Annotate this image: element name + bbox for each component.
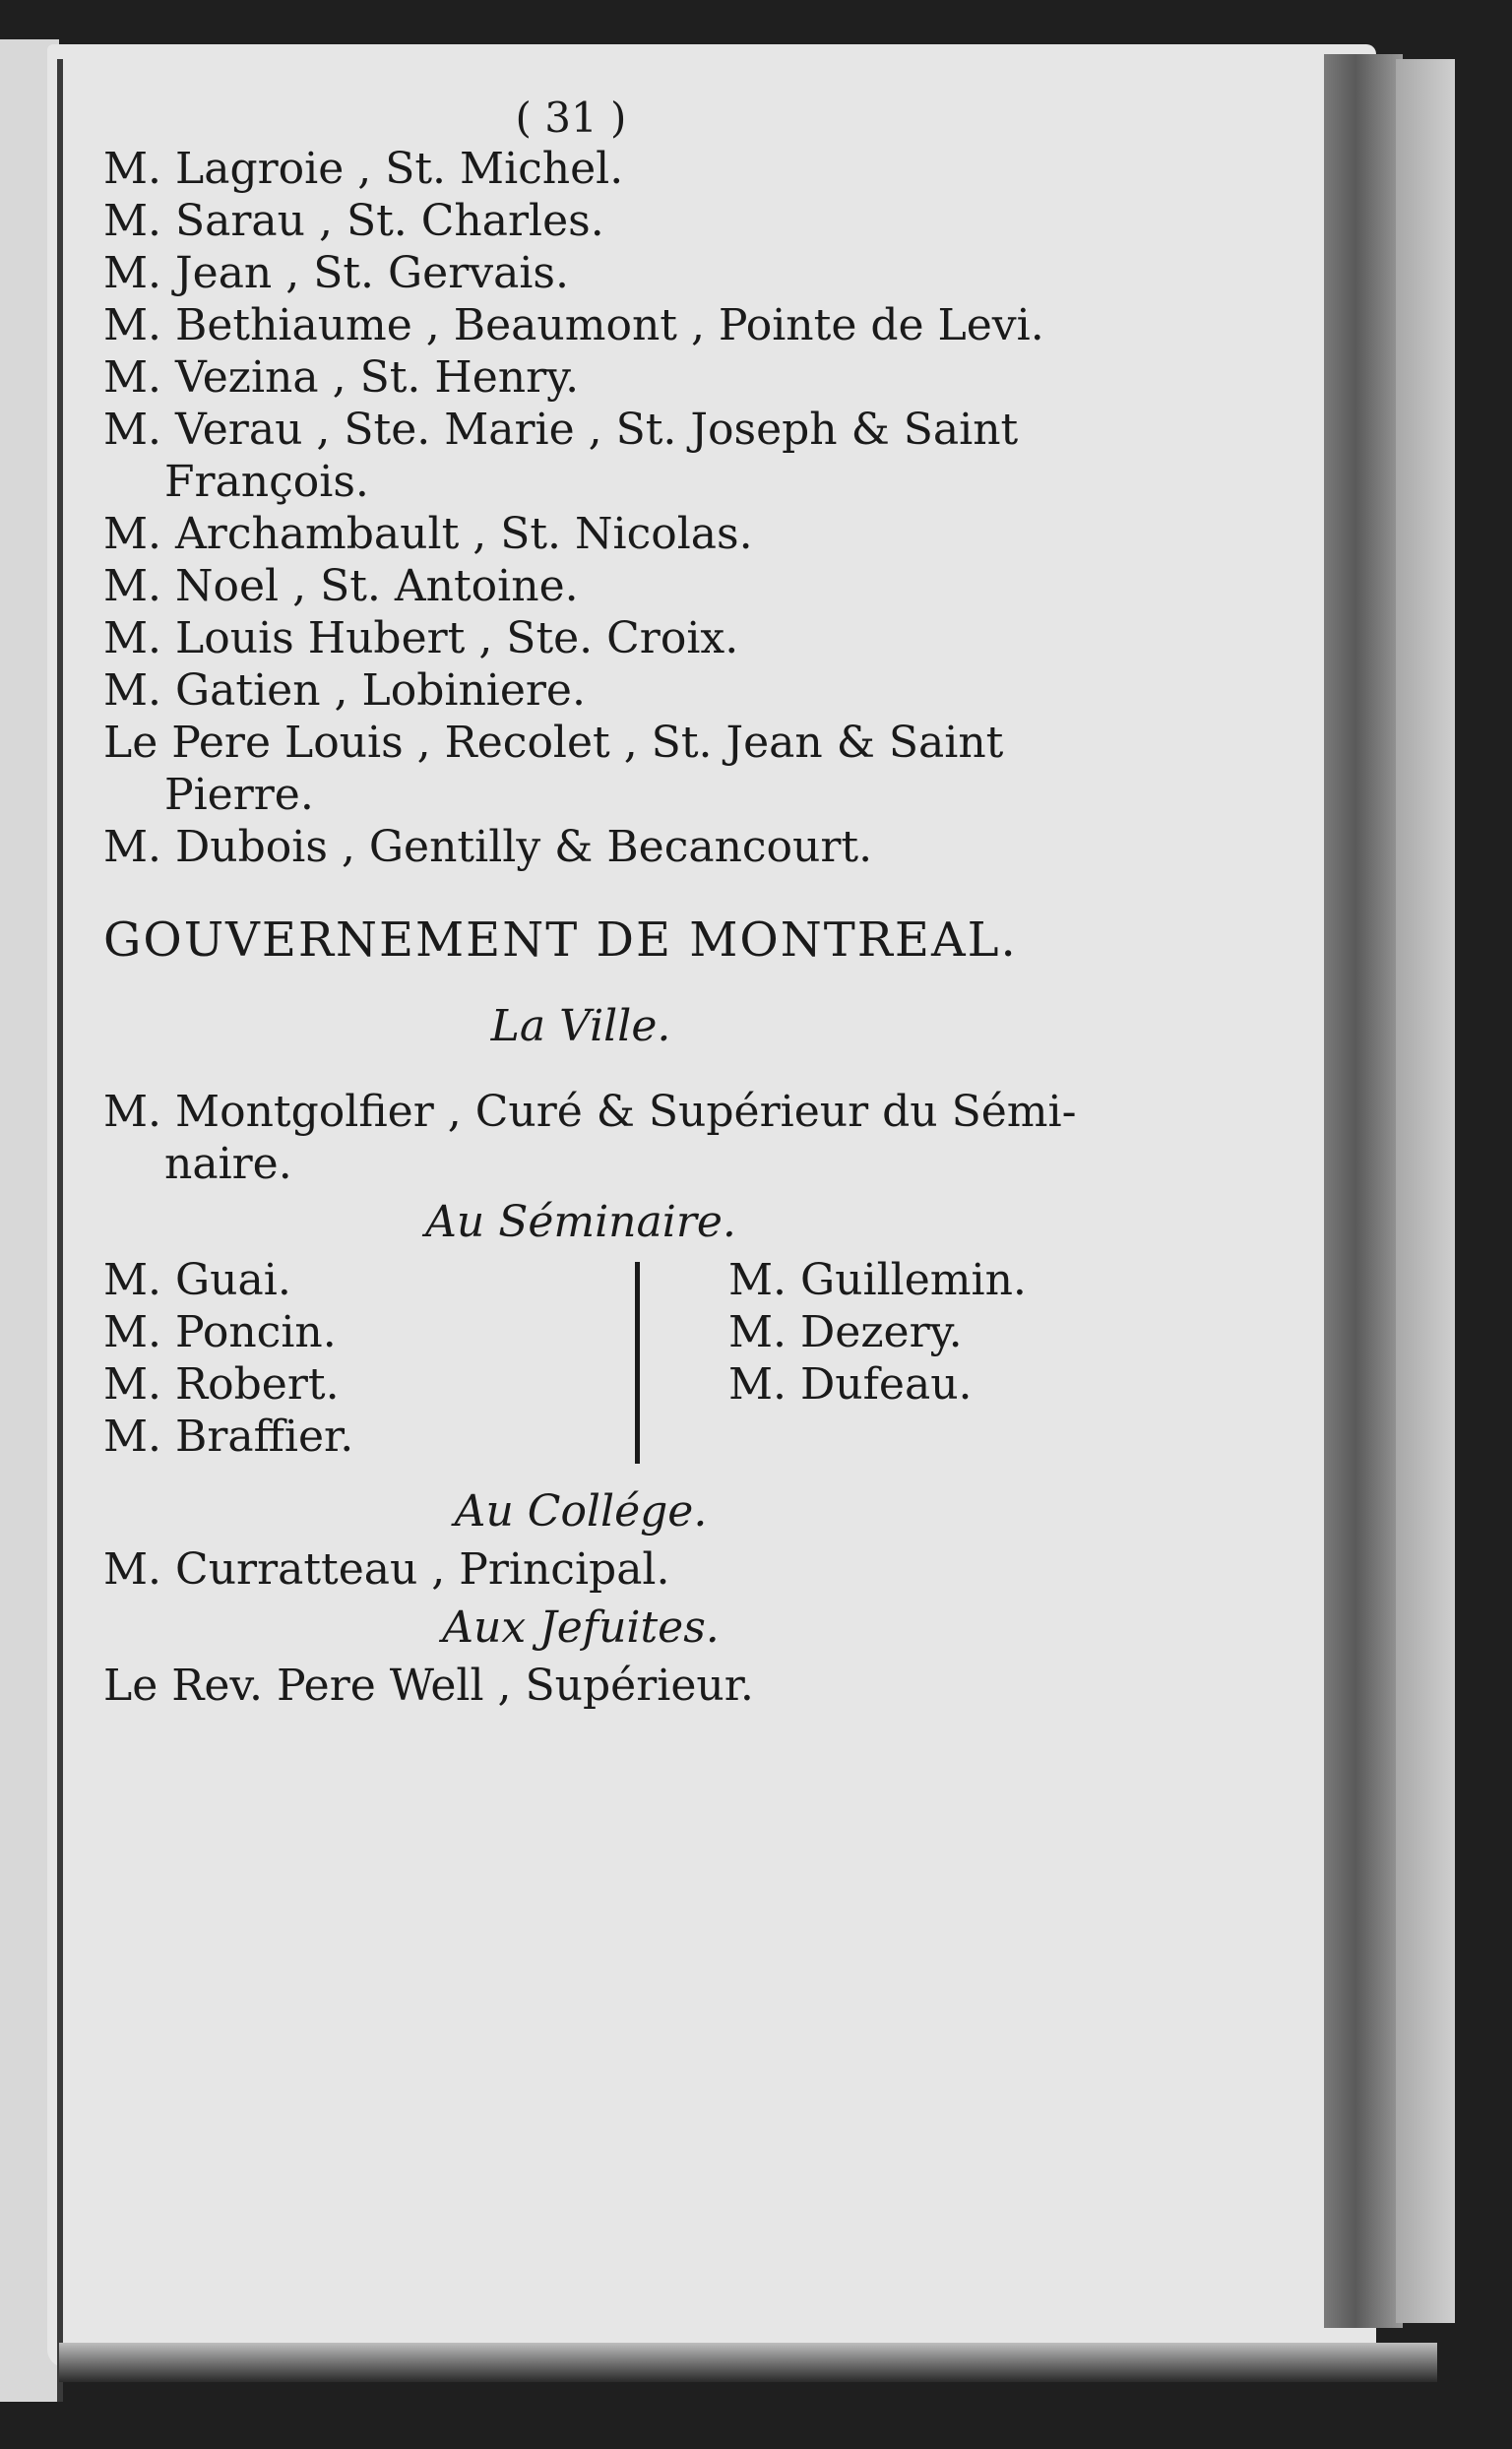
entry-line: M. Dezery.	[728, 1307, 963, 1357]
entry-line: M. Dubois , Gentilly & Becancourt.	[103, 822, 873, 872]
entry-line-continued: François.	[164, 457, 369, 507]
entry-line: M. Bethiaume , Beaumont , Pointe de Levi.	[103, 300, 1044, 350]
entry-line: M. Noel , St. Antoine.	[103, 561, 579, 611]
entries-top	[103, 143, 1314, 873]
page-stack-edge	[1324, 54, 1403, 2328]
cover-edge	[1396, 59, 1455, 2323]
column-divider	[635, 1262, 640, 1464]
bottom-shadow	[59, 2343, 1437, 2382]
subsection-title-college: Au Collége.	[454, 1486, 708, 1537]
seminaire-columns	[103, 1254, 1314, 1464]
entry-line: M. Guillemin.	[728, 1255, 1027, 1305]
entry-line-continued: naire.	[164, 1139, 292, 1189]
entry-line: M. Poncin.	[103, 1307, 337, 1357]
page-text	[103, 94, 1314, 1712]
entry-line: M. Guai.	[103, 1255, 291, 1305]
subsection-title-seminaire: Au Séminaire.	[425, 1197, 736, 1247]
entry-line: M. Curratteau , Principal.	[103, 1544, 670, 1595]
entry-line: M. Verau , Ste. Marie , St. Joseph & Saint	[103, 405, 1019, 455]
subsection-title-jesuites: Aux Jefuites.	[442, 1602, 720, 1653]
entry-line-continued: Pierre.	[164, 770, 314, 820]
entry-line: M. Jean , St. Gervais.	[103, 248, 569, 298]
entry-line: M. Dufeau.	[728, 1359, 973, 1410]
page-number: ( 31 )	[515, 94, 627, 142]
entry-line: Le Pere Louis , Recolet , St. Jean & Saint	[103, 718, 1004, 768]
entry-line: M. Gatien , Lobiniere.	[103, 665, 586, 716]
section-heading: GOUVERNEMENT DE MONTREAL.	[103, 912, 1018, 968]
entry-line: M. Louis Hubert , Ste. Croix.	[103, 613, 739, 663]
entry-line: M. Montgolfier , Curé & Supérieur du Sémi-	[103, 1087, 1077, 1137]
entry-line: M. Robert.	[103, 1359, 340, 1410]
subsection-title-ville: La Ville.	[490, 1001, 671, 1051]
entry-line: M. Archambault , St. Nicolas.	[103, 509, 753, 559]
entry-line: M. Lagroie , St. Michel.	[103, 144, 624, 194]
entry-line: M. Vezina , St. Henry.	[103, 352, 580, 403]
entry-line: M. Sarau , St. Charles.	[103, 196, 604, 246]
seminaire-right-column	[728, 1254, 1240, 1411]
entry-line: Le Rev. Pere Well , Supérieur.	[103, 1661, 754, 1711]
entry-line: M. Braffier.	[103, 1412, 354, 1462]
seminaire-left-column	[103, 1254, 635, 1463]
